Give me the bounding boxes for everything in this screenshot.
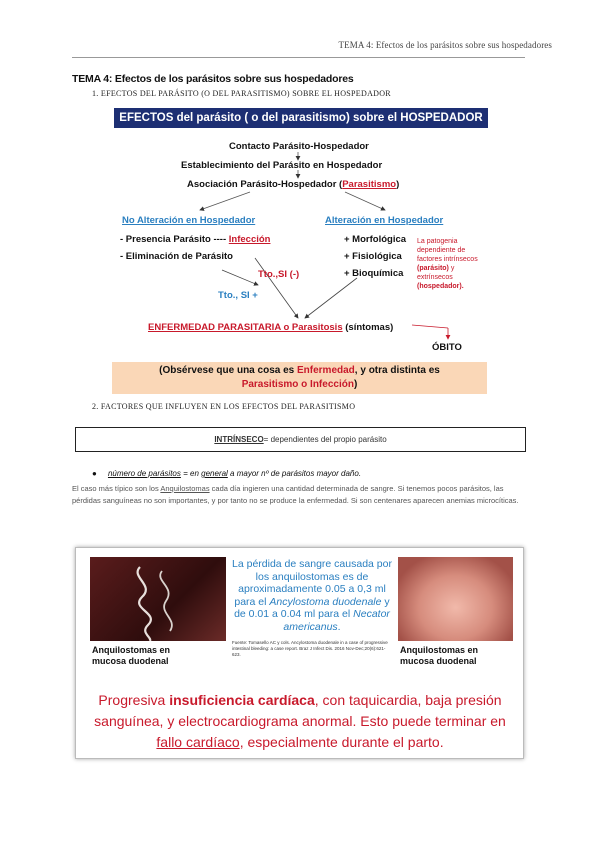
heart-failure-text: Progresiva insuficiencia cardíaca, con taquicardia, baja presión sanguínea, y electrocardiograma anormal. Esto puede terminar en fallo cardíaco, especialmente durante el parto.: [94, 692, 506, 750]
hookworm-paragraph: El caso más típico son los Anquilostomas cada día ingieren una cantidad determinada de sangre. Si tenemos pocos parásitos, las pérdidas sanguíneas no son importantes, y por tanto no se produce la enfermedad. Si son centenares aparecen anemias microcíticas.: [72, 484, 519, 505]
document-title: TEMA 4: Efectos de los parásitos sobre sus hospedadores: [72, 73, 354, 85]
right-item-physiological: + Fisiológica: [344, 251, 402, 262]
treatment-negative: Tto.,SI (-): [258, 269, 300, 280]
right-item-morphological: + Morfológica: [344, 234, 407, 245]
left-item-presence: - Presencia Parásito ---- Infección: [120, 234, 271, 245]
hookworm-photo-left: [90, 557, 226, 641]
bullet-dot: ●: [92, 469, 108, 478]
infeccion-term: Infección: [228, 234, 271, 245]
parasite-number-bullet: ● número de parásitos = en general a mayor nº de parásitos mayor daño.: [92, 469, 362, 478]
flow-step-establishment: Establecimiento del Parásito en Hospedador: [181, 160, 383, 171]
no-alteration-heading: No Alteración en Hospedador: [122, 215, 256, 226]
section-1-heading: 1. EFECTOS DEL PARÁSITO (O DEL PARASITISMO) SOBRE EL HOSPEDADOR: [92, 89, 391, 98]
alteration-heading: Alteración en Hospedador: [325, 215, 444, 226]
flow-step-contact: Contacto Parásito-Hospedador: [229, 141, 369, 152]
running-header: TEMA 4: Efectos de los parásitos sobre sus hospedadores: [338, 40, 552, 50]
death-label: ÓBITO: [432, 342, 462, 353]
treatment-positive: Tto., SI +: [218, 290, 258, 301]
worm-illustration: [90, 557, 226, 641]
cardiac-failure-term: fallo cardíaco: [156, 734, 240, 750]
flow-step-association: Asociación Parásito-Hospedador (Parasitismo): [187, 179, 400, 190]
blood-loss-text: La pérdida de sangre causada por los anquilostomas es de aproximadamente 0.05 a 0,3 ml para el Ancylostoma duodenale y de 0.01 a 0.04 ml para el Necator americanus.: [232, 558, 392, 633]
anquilostomas-term: Anquilostomas: [160, 484, 210, 493]
parasitismo-term: Parasitismo: [342, 179, 397, 190]
parasitic-disease-term: ENFERMEDAD PARASITARIA o Parasitosis: [148, 322, 343, 333]
section-2-heading: 2. FACTORES QUE INFLUYEN EN LOS EFECTOS DEL PARASITISMO: [92, 402, 356, 411]
source-reference: Fuente: Tomasello AC y cols. Ancylostoma duodenale in a case of progressive intestinal bleeding: a case report. Braz J Infect Dis. 2016 Nov-Dec;20(6):621-623.: [232, 640, 388, 657]
right-item-biochemical: + Bioquímica: [344, 268, 404, 279]
left-item-elimination: - Eliminación de Parásito: [120, 251, 233, 262]
intrinsic-definition-box: INTRÍNSECO = dependientes del propio parásito: [75, 427, 526, 452]
pathogenesis-note: La patogenia dependiente de factores intrínsecos (parásito) y extrínsecos (hospedador).: [417, 238, 478, 290]
disease-line: ENFERMEDAD PARASITARIA o Parasitosis (síntomas): [148, 322, 394, 333]
diagram-banner: EFECTOS del parásito ( o del parasitismo) sobre el HOSPEDADOR: [114, 108, 488, 128]
right-photo-caption: Anquilostomas en mucosa duodenal: [400, 645, 479, 666]
hookworm-photo-right: [398, 557, 513, 641]
left-photo-caption: Anquilostomas en mucosa duodenal: [92, 645, 171, 666]
observation-note: (Obsérvese que una cosa es Enfermedad, y otra distinta es Parasitismo o Infección): [112, 362, 487, 394]
